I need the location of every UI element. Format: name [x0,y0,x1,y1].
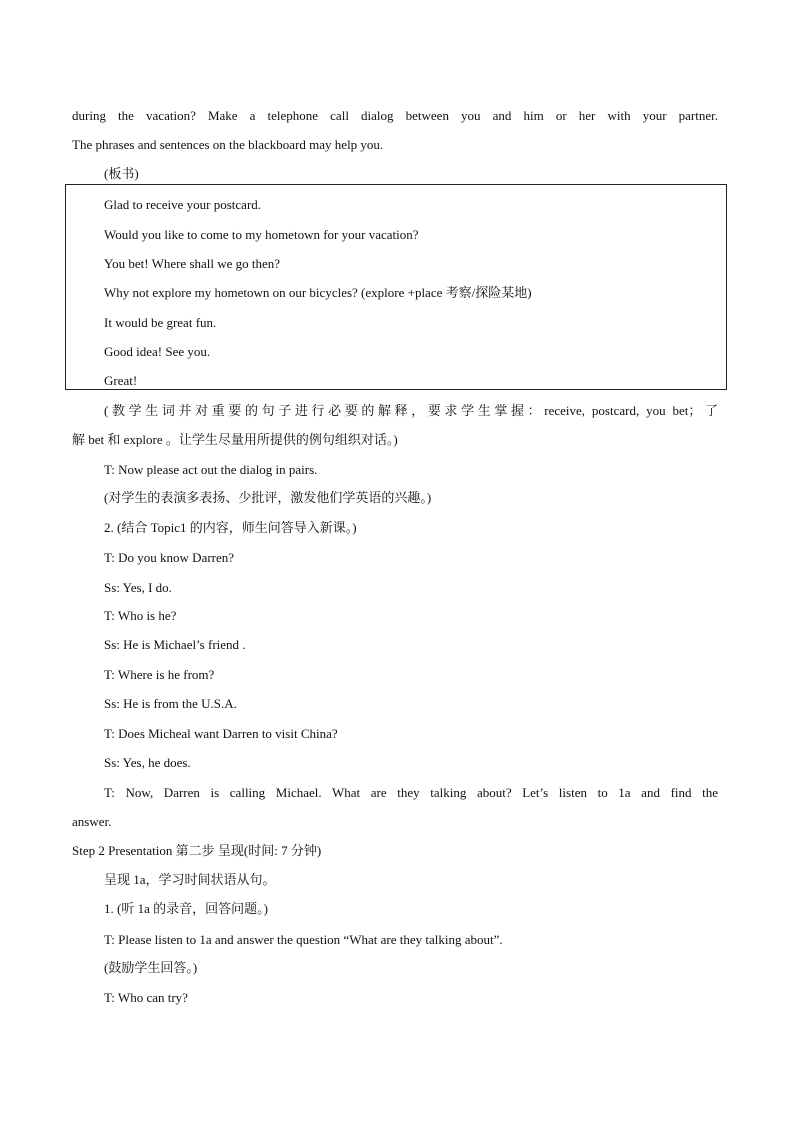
blackboard-line: Great! [104,373,138,388]
step2-heading: Step 2 Presentation 第二步 呈现(时间: 7 分钟) [72,843,322,858]
dialog-line: T: Do you know Darren? [104,550,235,565]
dialog-line: Ss: He is from the U.S.A. [104,696,237,711]
step2-item-1: 1. (听 1a 的录音，回答问题。) [104,901,268,916]
dialog-line: Ss: Yes, I do. [104,580,172,595]
dialog-line: T: Where is he from? [104,667,215,682]
blackboard-line: It would be great fun. [104,315,217,330]
dialog-line: T: Who is he? [104,608,177,623]
step2-present: 呈现 1a，学习时间状语从句。 [104,872,276,887]
dialog-line: Ss: Yes, he does. [104,755,191,770]
dialog-line: Ss: He is Michael’s friend . [104,637,246,652]
act-out-line: T: Now please act out the dialog in pairs. [104,462,318,477]
blackboard-line: Would you like to come to my hometown for your vacation? [104,227,419,242]
listen-line-1: T: Now, Darren is calling Michael. What are they talking about? Let’s listen to 1a and find the [104,785,718,800]
praise-note: (对学生的表演多表扬、少批评，激发他们学英语的兴趣。) [104,490,432,505]
blackboard-line: Good idea! See you. [104,344,211,359]
dialog-line: T: Does Micheal want Darren to visit China? [104,726,338,741]
step-intro: 2. (结合 Topic1 的内容，师生问答导入新课。) [104,520,357,535]
blackboard-line: Glad to receive your postcard. [104,197,262,212]
blackboard-line: Why not explore my hometown on our bicycles? (explore +place 考察/探险某地) [104,285,532,300]
step2-who: T: Who can try? [104,990,188,1005]
blackboard-label: (板书) [104,166,139,181]
intro-line-2: The phrases and sentences on the blackboard may help you. [72,137,384,152]
teaching-note-line-2: 解 bet 和 explore 。让学生尽量用所提供的例句组织对话。) [72,432,398,447]
blackboard-line: You bet! Where shall we go then? [104,256,281,271]
teaching-note-line-1: (教学生词并对重要的句子进行必要的解释，要求学生掌握：receive, postcard, you bet；了 [104,403,718,418]
intro-line-1: during the vacation? Make a telephone call dialog between you and him or her with your partner. [72,108,718,123]
listen-line-2: answer. [72,814,112,829]
step2-question: T: Please listen to 1a and answer the question “What are they talking about”. [104,932,503,947]
step2-encourage: (鼓励学生回答。) [104,960,198,975]
